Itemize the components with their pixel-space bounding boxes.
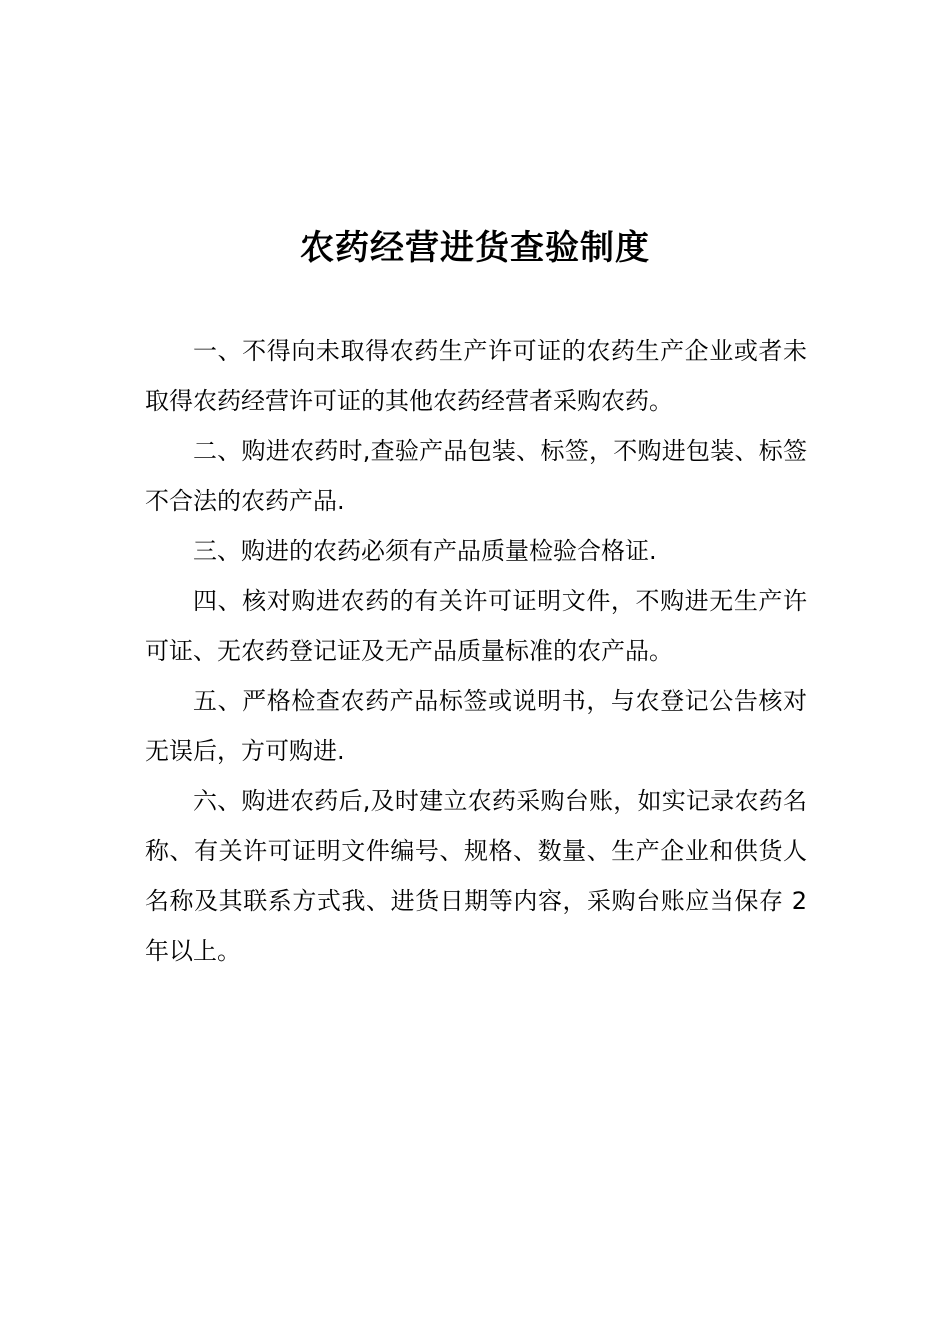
document-body bbox=[145, 326, 807, 976]
paragraph-5: 五、严格检查农药产品标签或说明书，与农登记公告核对无误后，方可购进. bbox=[145, 687, 807, 765]
paragraph-4: 四、核对购进农药的有关许可证明文件，不购进无生产许可证、无农药登记证及无产品质量标准的农产品。 bbox=[145, 587, 807, 665]
paragraph-6: 六、购进农药后,及时建立农药采购台账，如实记录农药名称、有关许可证明文件编号、规格、数量、生产企业和供货人名称及其联系方式我、进货日期等内容，采购台账应当保存 2 年以上。 bbox=[145, 787, 807, 965]
paragraph-3: 三、购进的农药必须有产品质量检验合格证. bbox=[193, 537, 657, 565]
paragraph-1: 一、不得向未取得农药生产许可证的农药生产企业或者未取得农药经营许可证的其他农药经营者采购农药。 bbox=[145, 337, 807, 415]
paragraph-2: 二、购进农药时,查验产品包装、标签，不购进包装、标签不合法的农药产品. bbox=[145, 437, 807, 515]
document-title: 农药经营进货查验制度 bbox=[300, 228, 650, 268]
